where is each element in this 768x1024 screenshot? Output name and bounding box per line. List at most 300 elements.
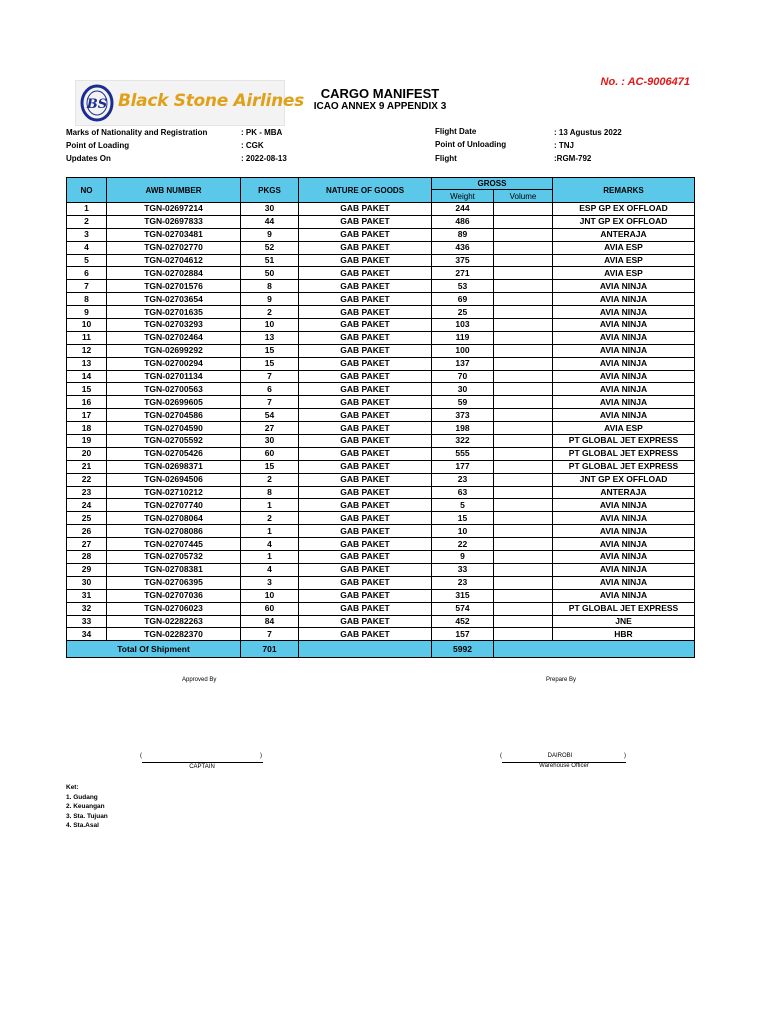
manifest-table [66, 177, 695, 658]
prepare-by-label: Prepare By [546, 677, 577, 683]
row-pkgs: 50 [241, 267, 299, 280]
row-awb-number: TGN-02701576 [107, 280, 241, 293]
row-volume [494, 241, 553, 254]
notes-title: Ket: [66, 784, 79, 791]
row-volume [494, 383, 553, 396]
officer-name: DAIROBI [547, 753, 573, 759]
row-no: 27 [67, 538, 107, 551]
row-remarks: AVIA NINJA [553, 331, 695, 344]
row-no: 7 [67, 280, 107, 293]
row-remarks: AVIA NINJA [553, 319, 695, 332]
row-pkgs: 13 [241, 331, 299, 344]
row-remarks: AVIA NINJA [553, 357, 695, 370]
row-nature: GAB PAKET [299, 602, 432, 615]
note-item: 3. Sta. Tujuan [66, 812, 108, 820]
row-weight: 177 [432, 460, 494, 473]
table-row [67, 254, 695, 267]
registration-value: : PK - MBA [241, 128, 283, 137]
row-nature: GAB PAKET [299, 628, 432, 641]
unloading-point-value: : TNJ [554, 141, 574, 150]
row-pkgs: 15 [241, 460, 299, 473]
row-no: 26 [67, 525, 107, 538]
row-remarks: AVIA NINJA [553, 525, 695, 538]
row-awb-number: TGN-02282370 [107, 628, 241, 641]
row-volume [494, 538, 553, 551]
row-pkgs: 1 [241, 499, 299, 512]
col-header-weight: Weight [432, 190, 494, 203]
row-remarks: AVIA ESP [553, 267, 695, 280]
row-weight: 10 [432, 525, 494, 538]
row-awb-number: TGN-02702884 [107, 267, 241, 280]
table-row [67, 499, 695, 512]
note-item: 1. Gudang [66, 793, 98, 801]
row-volume [494, 447, 553, 460]
row-no: 11 [67, 331, 107, 344]
row-remarks: AVIA ESP [553, 254, 695, 267]
row-weight: 9 [432, 551, 494, 564]
row-nature: GAB PAKET [299, 589, 432, 602]
row-no: 14 [67, 370, 107, 383]
row-remarks: ANTERAJA [553, 228, 695, 241]
row-volume [494, 525, 553, 538]
table-row [67, 602, 695, 615]
row-pkgs: 7 [241, 370, 299, 383]
table-row [67, 512, 695, 525]
row-pkgs: 30 [241, 203, 299, 216]
officer-paren-open: ( [500, 753, 502, 759]
row-weight: 119 [432, 331, 494, 344]
table-row [67, 319, 695, 332]
row-remarks: AVIA NINJA [553, 396, 695, 409]
table-row [67, 486, 695, 499]
row-nature: GAB PAKET [299, 512, 432, 525]
row-no: 6 [67, 267, 107, 280]
row-pkgs: 3 [241, 576, 299, 589]
row-awb-number: TGN-02707036 [107, 589, 241, 602]
row-no: 17 [67, 409, 107, 422]
row-pkgs: 60 [241, 447, 299, 460]
row-nature: GAB PAKET [299, 460, 432, 473]
row-weight: 25 [432, 306, 494, 319]
row-weight: 322 [432, 435, 494, 448]
row-no: 21 [67, 460, 107, 473]
row-volume [494, 589, 553, 602]
row-remarks: AVIA NINJA [553, 293, 695, 306]
row-weight: 33 [432, 563, 494, 576]
row-weight: 137 [432, 357, 494, 370]
row-no: 23 [67, 486, 107, 499]
row-remarks: AVIA NINJA [553, 551, 695, 564]
row-awb-number: TGN-02710212 [107, 486, 241, 499]
row-no: 8 [67, 293, 107, 306]
row-weight: 198 [432, 422, 494, 435]
updates-on-value: : 2022-08-13 [241, 154, 287, 163]
table-row [67, 409, 695, 422]
row-nature: GAB PAKET [299, 370, 432, 383]
row-weight: 22 [432, 538, 494, 551]
row-awb-number: TGN-02703293 [107, 319, 241, 332]
row-pkgs: 8 [241, 280, 299, 293]
row-weight: 103 [432, 319, 494, 332]
row-no: 29 [67, 563, 107, 576]
row-pkgs: 2 [241, 512, 299, 525]
row-remarks: AVIA NINJA [553, 499, 695, 512]
row-remarks: JNE [553, 615, 695, 628]
row-nature: GAB PAKET [299, 563, 432, 576]
row-remarks: JNT GP EX OFFLOAD [553, 473, 695, 486]
row-pkgs: 1 [241, 551, 299, 564]
row-volume [494, 486, 553, 499]
row-pkgs: 2 [241, 473, 299, 486]
col-header-remarks: REMARKS [553, 178, 695, 203]
row-nature: GAB PAKET [299, 228, 432, 241]
row-awb-number: TGN-02282263 [107, 615, 241, 628]
row-no: 15 [67, 383, 107, 396]
row-nature: GAB PAKET [299, 215, 432, 228]
document-number: No. : AC-9006471 [600, 76, 690, 88]
row-pkgs: 6 [241, 383, 299, 396]
row-volume [494, 319, 553, 332]
row-volume [494, 576, 553, 589]
row-awb-number: TGN-02701635 [107, 306, 241, 319]
flight-label: Flight [435, 154, 457, 163]
row-weight: 23 [432, 576, 494, 589]
table-row [67, 306, 695, 319]
table-row [67, 396, 695, 409]
row-awb-number: TGN-02704590 [107, 422, 241, 435]
row-no: 31 [67, 589, 107, 602]
row-nature: GAB PAKET [299, 280, 432, 293]
manifest-rows [67, 203, 695, 641]
table-row [67, 293, 695, 306]
table-row [67, 422, 695, 435]
row-remarks: AVIA NINJA [553, 344, 695, 357]
approved-by-label: Approved By [182, 677, 217, 683]
table-row [67, 344, 695, 357]
row-no: 18 [67, 422, 107, 435]
row-nature: GAB PAKET [299, 344, 432, 357]
row-awb-number: TGN-02697833 [107, 215, 241, 228]
row-nature: GAB PAKET [299, 306, 432, 319]
row-no: 30 [67, 576, 107, 589]
row-no: 2 [67, 215, 107, 228]
row-pkgs: 10 [241, 319, 299, 332]
table-row [67, 203, 695, 216]
table-row [67, 551, 695, 564]
row-no: 10 [67, 319, 107, 332]
row-no: 22 [67, 473, 107, 486]
row-nature: GAB PAKET [299, 409, 432, 422]
row-pkgs: 4 [241, 538, 299, 551]
row-no: 4 [67, 241, 107, 254]
row-remarks: AVIA ESP [553, 241, 695, 254]
row-volume [494, 396, 553, 409]
row-awb-number: TGN-02707445 [107, 538, 241, 551]
total-nature-empty [299, 641, 432, 658]
distribution-notes [66, 783, 108, 831]
table-row [67, 615, 695, 628]
row-pkgs: 4 [241, 563, 299, 576]
row-volume [494, 551, 553, 564]
row-no: 13 [67, 357, 107, 370]
row-remarks: AVIA NINJA [553, 383, 695, 396]
row-volume [494, 254, 553, 267]
row-pkgs: 8 [241, 486, 299, 499]
row-no: 1 [67, 203, 107, 216]
table-row [67, 267, 695, 280]
col-header-pkgs: PKGS [241, 178, 299, 203]
flight-date-value: : 13 Agustus 2022 [554, 128, 622, 137]
row-no: 9 [67, 306, 107, 319]
registration-label: Marks of Nationality and Registration [66, 128, 208, 137]
table-row [67, 228, 695, 241]
row-awb-number: TGN-02708064 [107, 512, 241, 525]
updates-on-label: Updates On [66, 154, 111, 163]
row-remarks: PT GLOBAL JET EXPRESS [553, 460, 695, 473]
row-nature: GAB PAKET [299, 357, 432, 370]
table-row [67, 241, 695, 254]
row-remarks: AVIA NINJA [553, 538, 695, 551]
row-awb-number: TGN-02699605 [107, 396, 241, 409]
row-no: 20 [67, 447, 107, 460]
row-remarks: PT GLOBAL JET EXPRESS [553, 602, 695, 615]
airline-logo [75, 80, 304, 126]
row-volume [494, 499, 553, 512]
row-weight: 23 [432, 473, 494, 486]
row-remarks: PT GLOBAL JET EXPRESS [553, 447, 695, 460]
col-header-nature: NATURE OF GOODS [299, 178, 432, 203]
row-volume [494, 203, 553, 216]
row-awb-number: TGN-02705732 [107, 551, 241, 564]
row-volume [494, 331, 553, 344]
row-awb-number: TGN-02708086 [107, 525, 241, 538]
flight-date-label: Flight Date [435, 127, 477, 136]
row-pkgs: 60 [241, 602, 299, 615]
row-remarks: AVIA NINJA [553, 563, 695, 576]
row-pkgs: 51 [241, 254, 299, 267]
row-weight: 574 [432, 602, 494, 615]
table-row [67, 576, 695, 589]
row-pkgs: 1 [241, 525, 299, 538]
row-nature: GAB PAKET [299, 576, 432, 589]
row-nature: GAB PAKET [299, 293, 432, 306]
row-volume [494, 215, 553, 228]
row-weight: 100 [432, 344, 494, 357]
table-row [67, 435, 695, 448]
row-pkgs: 7 [241, 396, 299, 409]
row-volume [494, 628, 553, 641]
row-remarks: AVIA NINJA [553, 280, 695, 293]
row-nature: GAB PAKET [299, 473, 432, 486]
row-awb-number: TGN-02703481 [107, 228, 241, 241]
row-awb-number: TGN-02706395 [107, 576, 241, 589]
row-remarks: AVIA NINJA [553, 576, 695, 589]
row-weight: 59 [432, 396, 494, 409]
row-awb-number: TGN-02703654 [107, 293, 241, 306]
row-volume [494, 460, 553, 473]
unloading-point-label: Point of Unloading [435, 140, 507, 149]
row-pkgs: 15 [241, 344, 299, 357]
row-volume [494, 370, 553, 383]
row-awb-number: TGN-02704586 [107, 409, 241, 422]
captain-signature-line [142, 762, 263, 763]
table-row [67, 589, 695, 602]
table-row [67, 460, 695, 473]
flight-value: :RGM-792 [554, 154, 592, 163]
row-awb-number: TGN-02698371 [107, 460, 241, 473]
captain-paren-close: ) [260, 753, 262, 759]
row-volume [494, 280, 553, 293]
row-awb-number: TGN-02702464 [107, 331, 241, 344]
row-no: 16 [67, 396, 107, 409]
row-awb-number: TGN-02694506 [107, 473, 241, 486]
row-volume [494, 267, 553, 280]
row-pkgs: 9 [241, 293, 299, 306]
total-weight: 5992 [432, 641, 494, 658]
row-awb-number: TGN-02705426 [107, 447, 241, 460]
row-remarks: AVIA NINJA [553, 306, 695, 319]
row-weight: 89 [432, 228, 494, 241]
row-nature: GAB PAKET [299, 499, 432, 512]
row-weight: 69 [432, 293, 494, 306]
row-pkgs: 9 [241, 228, 299, 241]
table-row [67, 357, 695, 370]
row-awb-number: TGN-02700294 [107, 357, 241, 370]
row-pkgs: 44 [241, 215, 299, 228]
row-no: 28 [67, 551, 107, 564]
row-volume [494, 512, 553, 525]
document-subtitle: ICAO ANNEX 9 APPENDIX 3 [313, 101, 447, 112]
row-remarks: AVIA NINJA [553, 409, 695, 422]
row-weight: 5 [432, 499, 494, 512]
row-pkgs: 52 [241, 241, 299, 254]
airline-logo-text: Black Stone Airlines [118, 91, 304, 111]
row-awb-number: TGN-02700563 [107, 383, 241, 396]
row-volume [494, 422, 553, 435]
table-row [67, 383, 695, 396]
col-header-no: NO [67, 178, 107, 203]
table-row [67, 280, 695, 293]
row-weight: 373 [432, 409, 494, 422]
note-item: 4. Sta.Asal [66, 822, 99, 829]
row-nature: GAB PAKET [299, 383, 432, 396]
row-remarks: AVIA NINJA [553, 589, 695, 602]
row-volume [494, 228, 553, 241]
row-weight: 63 [432, 486, 494, 499]
row-weight: 452 [432, 615, 494, 628]
row-no: 5 [67, 254, 107, 267]
svg-text:BS: BS [86, 97, 108, 112]
table-row [67, 563, 695, 576]
row-no: 25 [67, 512, 107, 525]
table-row [67, 331, 695, 344]
row-volume [494, 435, 553, 448]
row-nature: GAB PAKET [299, 319, 432, 332]
table-row [67, 525, 695, 538]
row-volume [494, 563, 553, 576]
row-remarks: HBR [553, 628, 695, 641]
table-row [67, 370, 695, 383]
row-nature: GAB PAKET [299, 203, 432, 216]
row-weight: 30 [432, 383, 494, 396]
row-weight: 244 [432, 203, 494, 216]
row-weight: 436 [432, 241, 494, 254]
row-awb-number: TGN-02706023 [107, 602, 241, 615]
col-header-gross: GROSS [432, 178, 553, 190]
loading-point-value: : CGK [241, 141, 264, 150]
row-nature: GAB PAKET [299, 422, 432, 435]
row-pkgs: 27 [241, 422, 299, 435]
row-no: 12 [67, 344, 107, 357]
row-no: 34 [67, 628, 107, 641]
table-row [67, 538, 695, 551]
row-volume [494, 306, 553, 319]
row-awb-number: TGN-02707740 [107, 499, 241, 512]
row-pkgs: 30 [241, 435, 299, 448]
row-weight: 271 [432, 267, 494, 280]
row-volume [494, 615, 553, 628]
row-weight: 486 [432, 215, 494, 228]
note-item: 2. Keuangan [66, 803, 105, 810]
row-nature: GAB PAKET [299, 447, 432, 460]
row-nature: GAB PAKET [299, 538, 432, 551]
captain-role: CAPTAIN [189, 764, 215, 770]
row-remarks: ANTERAJA [553, 486, 695, 499]
captain-paren-open: ( [140, 753, 142, 759]
col-header-volume: Volume [494, 190, 553, 203]
row-remarks: ESP GP EX OFFLOAD [553, 203, 695, 216]
total-pkgs: 701 [241, 641, 299, 658]
row-weight: 315 [432, 589, 494, 602]
row-remarks: AVIA NINJA [553, 512, 695, 525]
row-remarks: AVIA NINJA [553, 370, 695, 383]
row-awb-number: TGN-02705592 [107, 435, 241, 448]
row-awb-number: TGN-02702770 [107, 241, 241, 254]
row-weight: 15 [432, 512, 494, 525]
row-pkgs: 10 [241, 589, 299, 602]
row-nature: GAB PAKET [299, 435, 432, 448]
officer-paren-close: ) [624, 753, 626, 759]
row-pkgs: 54 [241, 409, 299, 422]
row-volume [494, 409, 553, 422]
row-no: 24 [67, 499, 107, 512]
col-header-awb: AWB NUMBER [107, 178, 241, 203]
total-label: Total Of Shipment [67, 641, 241, 658]
row-no: 32 [67, 602, 107, 615]
row-awb-number: TGN-02697214 [107, 203, 241, 216]
table-row [67, 473, 695, 486]
document-title: CARGO MANIFEST [320, 86, 440, 101]
table-row [67, 215, 695, 228]
row-remarks: JNT GP EX OFFLOAD [553, 215, 695, 228]
row-volume [494, 473, 553, 486]
row-pkgs: 7 [241, 628, 299, 641]
loading-point-label: Point of Loading [66, 141, 130, 150]
row-nature: GAB PAKET [299, 241, 432, 254]
row-nature: GAB PAKET [299, 615, 432, 628]
total-remarks-empty [494, 641, 695, 658]
row-nature: GAB PAKET [299, 254, 432, 267]
row-nature: GAB PAKET [299, 551, 432, 564]
row-remarks: AVIA ESP [553, 422, 695, 435]
row-nature: GAB PAKET [299, 331, 432, 344]
row-nature: GAB PAKET [299, 486, 432, 499]
row-pkgs: 84 [241, 615, 299, 628]
row-volume [494, 344, 553, 357]
officer-role: Warehouse Officer [539, 763, 589, 769]
table-row [67, 628, 695, 641]
row-no: 33 [67, 615, 107, 628]
